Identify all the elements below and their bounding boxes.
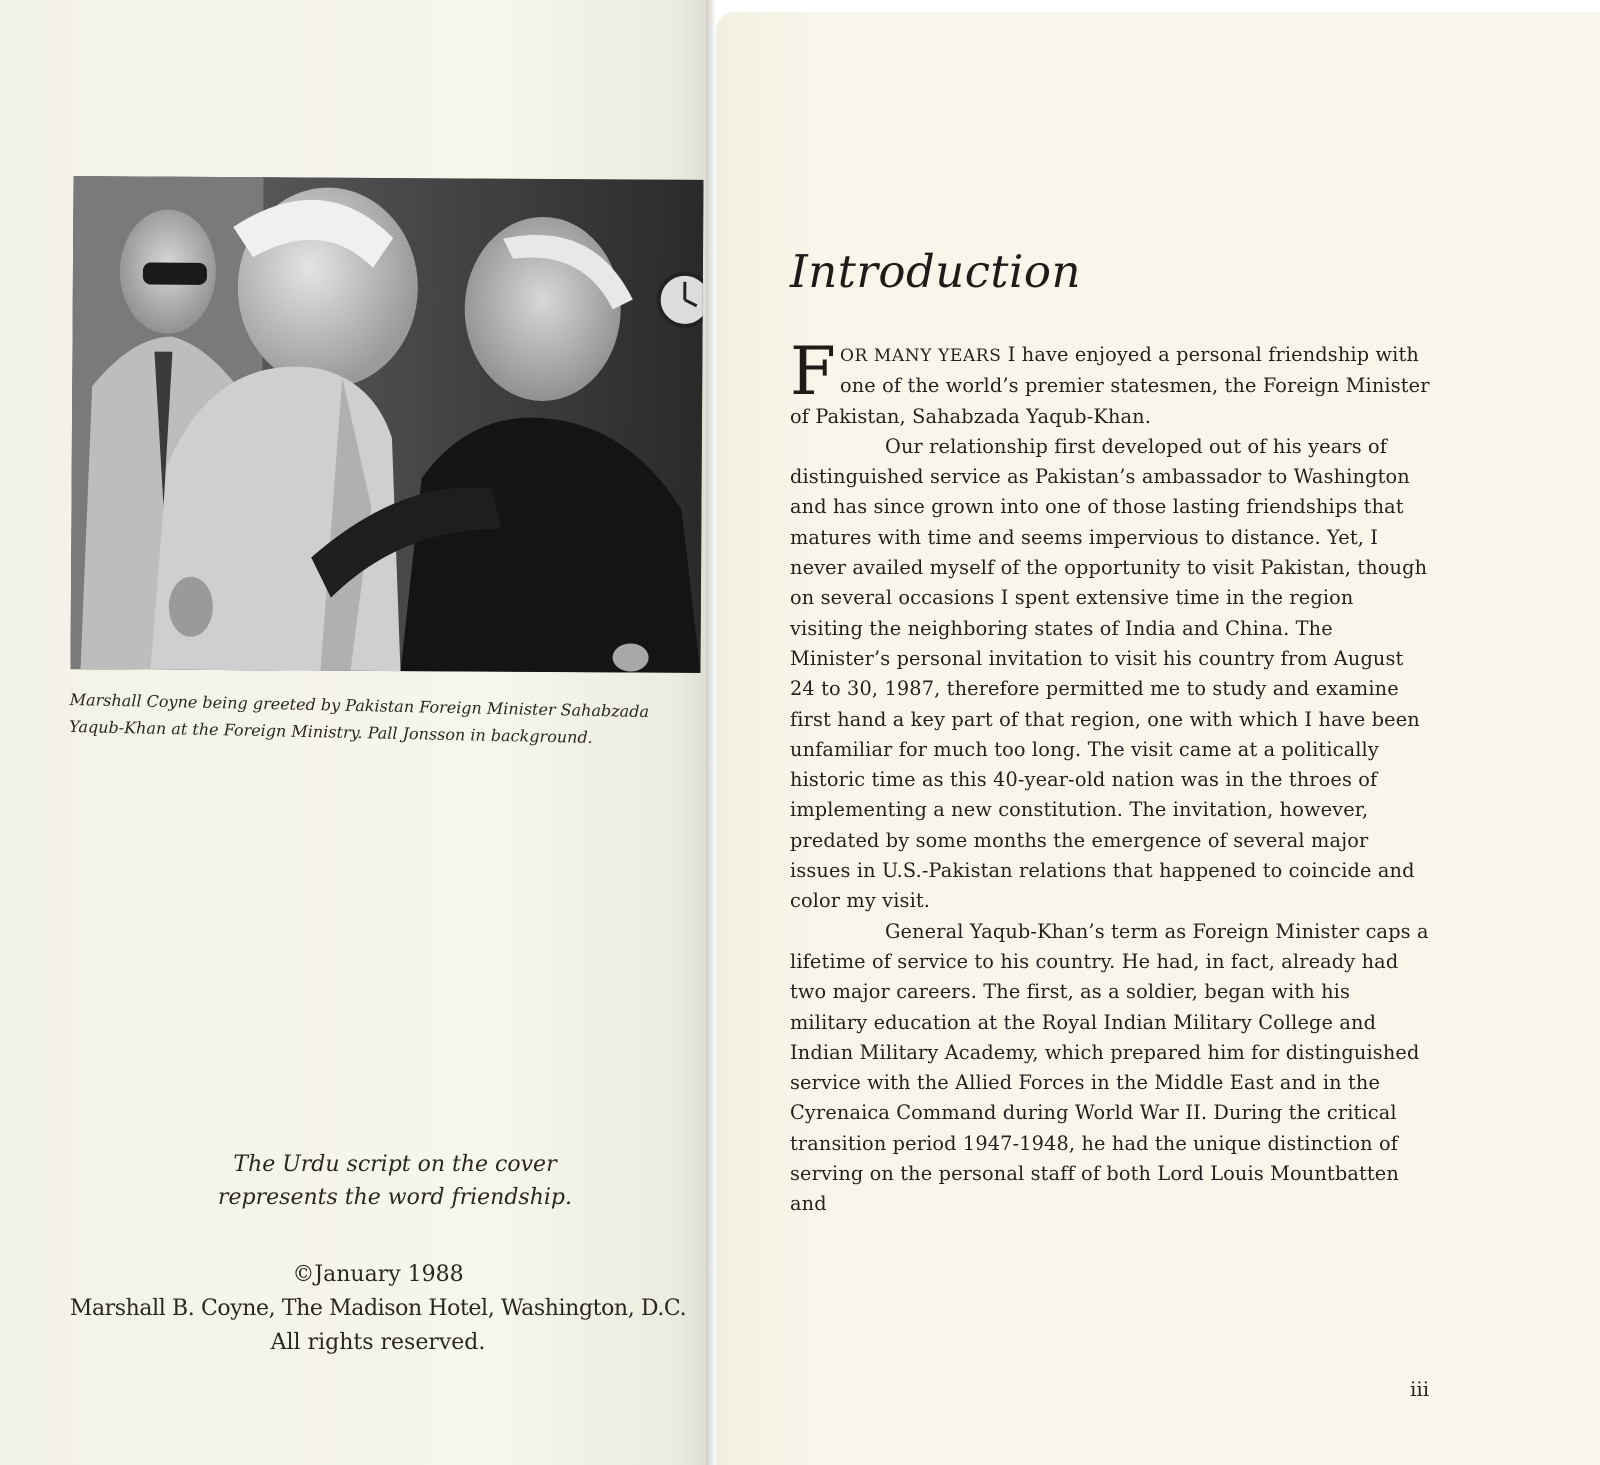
paragraph-2: Our relationship first developed out of his years of distinguished service as Pakistan’s ambassador to Washington and has since grown into one of those lasting friendships that matures with time and seems impervious to distance. Yet, I never availed myself of the opportunity to visit Pakistan, though on several occasions I spent extensive time in the region visiting the neighboring states of India and China. The Minister’s personal invitation to visit his country from August 24 to 30, 1987, therefore permitted me to study and examine first hand a key part of that region, one with which I have been unfamiliar for much too long. The visit came at a politically historic time as this 40-year-old nation was in the throes of implementing a new constitution. The invitation, however, predated by some months the emergence of several major issues in U.S.-Pakistan relations that happened to coincide and color my visit.	[790, 434, 1428, 913]
copyright-rights: All rights reserved.	[270, 1330, 486, 1355]
copyright-holder: Marshall B. Coyne, The Madison Hotel, Washington, D.C.	[69, 1296, 687, 1321]
copyright-notice	[58, 1258, 698, 1360]
urdu-note-line-1: The Urdu script on the cover	[233, 1152, 557, 1177]
urdu-note-line-2: represents the word friendship.	[218, 1185, 572, 1210]
copyright-date: ©January 1988	[292, 1262, 464, 1287]
drop-cap-letter: F	[790, 333, 836, 410]
page-title: Introduction	[790, 245, 1081, 298]
paragraph-1-text: I have enjoyed a personal friendship with one of the world’s premier statesmen, the Foreign Minister of Pakistan, Sahabzada Yaqub-Khan.	[790, 343, 1430, 428]
caption-line-1: Marshall Coyne being greeted by Pakistan Foreign Minister Sahabzada	[69, 689, 650, 722]
page-number: iii	[1410, 1377, 1430, 1401]
photograph-greeting	[71, 176, 704, 673]
paragraph-1	[790, 333, 1430, 432]
caption-line-2: Yaqub-Khan at the Foreign Ministry. Pall Jonsson in background.	[68, 716, 593, 747]
introduction-body	[790, 333, 1430, 1220]
urdu-script-note	[180, 1148, 610, 1214]
paragraph-3: General Yaqub-Khan’s term as Foreign Minister caps a lifetime of service to his country. He had, in fact, already had two major careers. The first, as a soldier, began with his military education at the Royal Indian Military College and Indian Military Academy, which prepared him for distinguished service with the Allied Forces in the Middle East and in the Cyrenaica Command during World War II. During the critical transition period 1947-1948, he had the unique distinction of serving on the personal staff of both Lord Louis Mountbatten and	[790, 919, 1429, 1216]
opening-small-caps: OR MANY YEARS	[839, 346, 1002, 366]
